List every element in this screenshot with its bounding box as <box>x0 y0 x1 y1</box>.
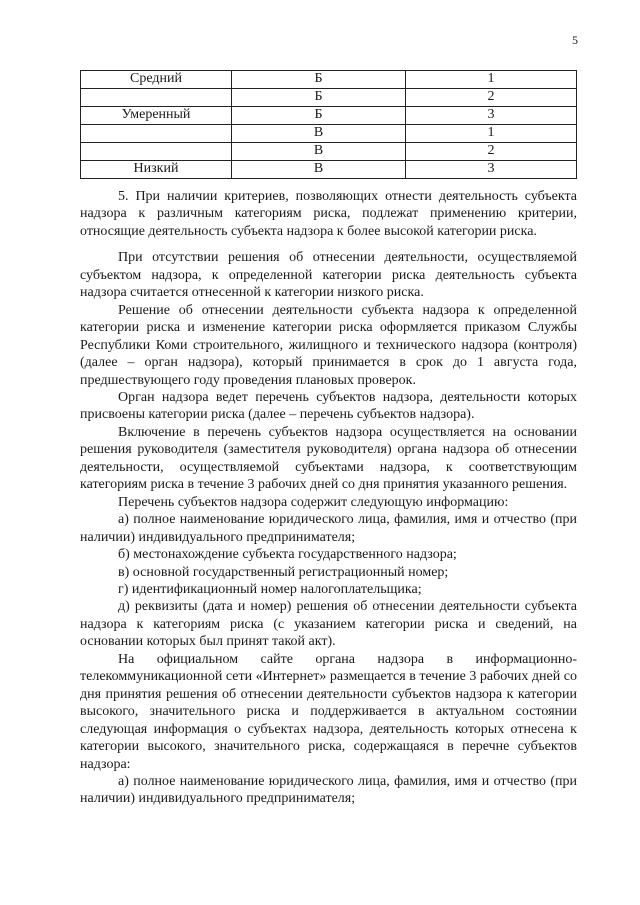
page-number: 5 <box>572 33 578 47</box>
table-cell-value: 2 <box>406 143 577 161</box>
risk-category-table <box>80 70 577 179</box>
list-item: в) основной государственный регистрационный номер; <box>118 564 449 580</box>
list-item: г) идентификационный номер налогоплательщика; <box>118 581 422 597</box>
paragraph: Перечень субъектов надзора содержит следующую информацию: <box>118 494 509 510</box>
table-row <box>81 71 577 89</box>
paragraph: Орган надзора ведет перечень субъектов надзора, деятельности которых присвоены категории риска (далее – перечень субъектов надзора). <box>80 389 577 423</box>
paragraph: На официальном сайте органа надзора в информационно-телекоммуникационной сети «Интернет» размещается в течение 3 рабочих дней со дня принятия решения об отнесении деятельности субъектов надзора к категории высокого, значительного риска и поддерживается в актуальном состоянии следующая информация о субъектах надзора, деятельность которых отнесена к категории высокого, значительного риска, содержащаяся в перечне субъектов надзора: <box>80 651 577 772</box>
table-cell-category <box>81 125 232 143</box>
table-cell-category <box>81 143 232 161</box>
paragraph: Решение об отнесении деятельности субъекта надзора к определенной категории риска и изменение категории риска оформляется приказом Службы Республики Коми строительного, жилищного и технического надзора (контроля) (далее – орган надзора), который принимается в срок до 1 августа года, предшествующего году проведения плановых проверок. <box>80 302 577 388</box>
table-cell-category: Низкий <box>81 161 232 179</box>
table-row <box>81 89 577 107</box>
table-cell-category <box>81 89 232 107</box>
table-cell-category: Умеренный <box>81 107 232 125</box>
paragraph: При отсутствии решения об отнесении деятельности, осуществляемой субъектом надзора, к определенной категории риска деятельность субъекта надзора считается отнесенной к категории низкого риска. <box>80 250 577 301</box>
table-cell-class: В <box>232 143 406 161</box>
table-row <box>81 161 577 179</box>
table-cell-class: В <box>232 161 406 179</box>
table-cell-value: 3 <box>406 161 577 179</box>
table-cell-class: Б <box>232 107 406 125</box>
table-cell-class: Б <box>232 71 406 89</box>
table-cell-class: В <box>232 125 406 143</box>
table-cell-class: Б <box>232 89 406 107</box>
list-item: а) полное наименование юридического лица, фамилия, имя и отчество (при наличии) индивидуального предпринимателя; <box>80 773 577 807</box>
table-cell-value: 1 <box>406 71 577 89</box>
document-body <box>80 188 577 808</box>
list-item: а) полное наименование юридического лица, фамилия, имя и отчество (при наличии) индивидуального предпринимателя; <box>80 512 577 545</box>
table-cell-value: 3 <box>406 107 577 125</box>
list-item: б) местонахождение субъекта государственного надзора; <box>118 547 457 563</box>
table-row <box>81 143 577 161</box>
table-row <box>81 125 577 143</box>
paragraph: 5. При наличии критериев, позволяющих отнести деятельность субъекта надзора к различным категориям риска, подлежат применению критерии, относящие деятельность субъекта надзора к более высокой категории риска. <box>80 189 577 239</box>
paragraph: Включение в перечень субъектов надзора осуществляется на основании решения руководителя (заместителя руководителя) органа надзора об отнесении деятельности, осуществляемой субъектами надзора, к соответствующим категориям риска в течение 3 рабочих дней со дня принятия указанного решения. <box>80 424 577 493</box>
table-cell-value: 2 <box>406 89 577 107</box>
table-cell-value: 1 <box>406 125 577 143</box>
table-row <box>81 107 577 125</box>
list-item: д) реквизиты (дата и номер) решения об отнесении деятельности субъекта надзора к категориям риска (с указанием категории риска и сведений, на основании которых был принят такой акт). <box>80 599 577 650</box>
table-cell-category: Средний <box>81 71 232 89</box>
